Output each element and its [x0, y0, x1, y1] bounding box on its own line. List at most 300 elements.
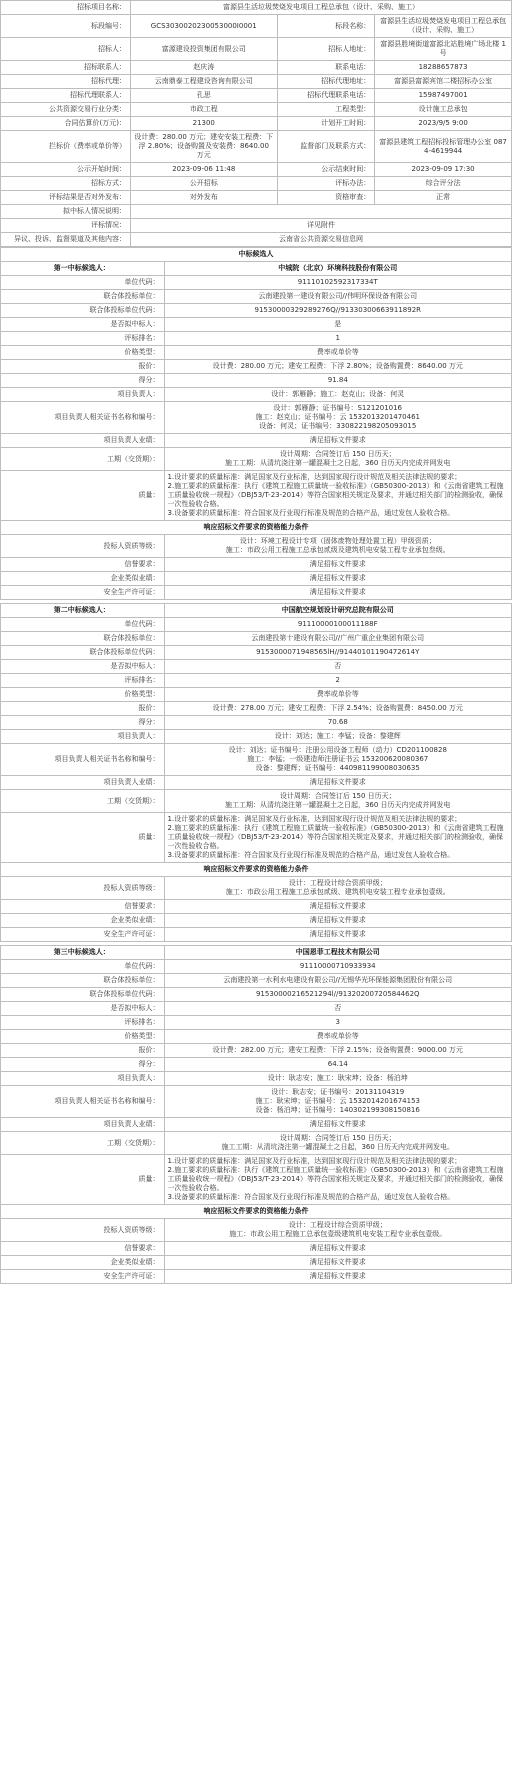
- candidate-field-row: [1, 388, 512, 402]
- qualification-title-row: [1, 863, 512, 877]
- field-label: 项目负责人业绩：: [1, 1118, 165, 1132]
- candidate-field-row: [1, 471, 512, 521]
- field-value: [164, 688, 511, 702]
- field-value-line: 设计：耿志安；证书编号：20131104319: [271, 1088, 405, 1096]
- field-label: 质量：: [1, 471, 165, 521]
- field-value: [164, 974, 511, 988]
- field-label: 招标人地址：: [277, 38, 375, 61]
- field-value-line: 云南建投第一水利水电建设有限公司//无锡华光环保能源集团股份有限公司: [223, 976, 453, 984]
- field-value-line: 设计：耿志安；施工：耿宋坤；设备：杨泊坤: [267, 1074, 408, 1082]
- field-value: [130, 205, 511, 219]
- field-label: 联合体投标单位：: [1, 290, 165, 304]
- candidate-field-row: [1, 304, 512, 318]
- field-value: [164, 1118, 511, 1132]
- field-value: [164, 1219, 511, 1242]
- field-label: 项目负责人：: [1, 730, 165, 744]
- field-value: [164, 388, 511, 402]
- candidate-field-row: [1, 776, 512, 790]
- candidate-title-row: [1, 604, 512, 618]
- field-value: 综合评分法: [375, 177, 512, 191]
- field-label: 质量：: [1, 1155, 165, 1205]
- field-label: 公示结束时间：: [277, 163, 375, 177]
- field-value-line: 2.施工要求的质量标准：执行《建筑工程施工质量统一验收标准》（GB50300-2013）和《云南省建筑工程施工质量验收统一规程》（DBJ53/T-23-2014）等符合国家相关规定及要求，并通过相关部门的检测验收，确保一次性验收合格。: [167, 824, 504, 850]
- field-value-line: 设计费：280.00 万元；建安工程费：下浮 2.80%；设备购置费：8640.00 万元: [212, 362, 463, 370]
- field-value: [164, 318, 511, 332]
- field-label: 项目负责人：: [1, 1072, 165, 1086]
- field-label: 招标人：: [1, 38, 131, 61]
- field-value: [164, 304, 511, 318]
- field-value-line: 满足招标文件要求: [309, 916, 366, 924]
- field-value: [164, 790, 511, 813]
- field-value-line: 云南建投第十建设有限公司//广州广重企业集团有限公司: [251, 634, 425, 642]
- field-label: 得分：: [1, 1058, 165, 1072]
- field-value: [164, 1072, 511, 1086]
- field-value: [164, 374, 511, 388]
- candidate-field-row: [1, 1016, 512, 1030]
- field-label: 项目负责人业绩：: [1, 434, 165, 448]
- field-value: 云南省公共资源交易信息网: [130, 233, 511, 247]
- field-value: [164, 660, 511, 674]
- field-value: [164, 1044, 511, 1058]
- qualification-title-row: [1, 1205, 512, 1219]
- candidate-field-row: [1, 346, 512, 360]
- field-label: 项目负责人：: [1, 388, 165, 402]
- field-label: 单位代码：: [1, 960, 165, 974]
- field-value-line: 满足招标文件要求: [309, 1120, 366, 1128]
- field-label: 评标排名：: [1, 674, 165, 688]
- candidate-field-row: [1, 1132, 512, 1155]
- field-value-line: 费率或单价等: [316, 348, 359, 356]
- candidates-table: [0, 247, 512, 1284]
- field-value: 富源县建筑工程招标投标管理办公室 0874-4619944: [375, 131, 512, 163]
- field-label: 得分：: [1, 716, 165, 730]
- field-value: [164, 448, 511, 471]
- field-value-line: 满足招标文件要求: [309, 560, 366, 568]
- candidate-field-row: [1, 813, 512, 863]
- field-value: 设计施工总承包: [375, 103, 512, 117]
- field-value: 21300: [130, 117, 277, 131]
- info-row: [1, 233, 512, 247]
- field-value: 对外发布: [130, 191, 277, 205]
- info-row: [1, 131, 512, 163]
- field-value: 设计费：280.00 万元；建安安装工程费：下浮 2.80%；设备购置及安装费：8640.00 万元: [130, 131, 277, 163]
- field-value: [164, 535, 511, 558]
- qualification-title-row: [1, 521, 512, 535]
- field-value-line: 满足招标文件要求: [309, 930, 366, 938]
- candidate-field-row: [1, 1086, 512, 1118]
- info-row: [1, 163, 512, 177]
- candidate-field-row: [1, 1219, 512, 1242]
- field-value: [164, 988, 511, 1002]
- candidate-field-row: [1, 535, 512, 558]
- field-value: [164, 1058, 511, 1072]
- field-value: [164, 1002, 511, 1016]
- field-label: 评标排名：: [1, 1016, 165, 1030]
- field-value-line: 云南建投第一建设有限公司//伟明环保设备有限公司: [258, 292, 418, 300]
- candidate-field-row: [1, 1118, 512, 1132]
- field-label: 联合体投标单位代码：: [1, 646, 165, 660]
- field-label: 信誉要求：: [1, 558, 165, 572]
- candidate-field-row: [1, 558, 512, 572]
- field-value: [164, 813, 511, 863]
- field-label: 招标项目名称：: [1, 1, 131, 15]
- field-value: [164, 1256, 511, 1270]
- candidate-field-row: [1, 1044, 512, 1058]
- candidate-field-row: [1, 360, 512, 374]
- candidate-rank-label: 第一中标候选人：: [1, 262, 165, 276]
- field-value-line: 设计：环境工程设计专项（固体废物处理处置工程）甲级资质；: [239, 537, 436, 545]
- field-value: 赵庆涛: [130, 61, 277, 75]
- field-value-line: 1.设计要求的质量标准：满足国家及行业标准，达到国家现行设计规范及相关法律法规的要求；: [167, 1157, 462, 1165]
- field-value: [164, 1242, 511, 1256]
- field-label: 招标代理地址：: [277, 75, 375, 89]
- field-value-line: 3: [335, 1018, 340, 1026]
- candidate-field-row: [1, 1155, 512, 1205]
- field-value: GCS3030020230053000I0001: [130, 15, 277, 38]
- candidate-field-row: [1, 572, 512, 586]
- field-label: 价格类型：: [1, 346, 165, 360]
- field-value-line: 1: [335, 334, 340, 342]
- field-label: 异议、投诉、监督渠道及其他内容：: [1, 233, 131, 247]
- info-row: [1, 89, 512, 103]
- field-value: [164, 776, 511, 790]
- field-value-line: 91530000329289276Q//91330300663911892R: [254, 306, 422, 314]
- field-value: 18288657873: [375, 61, 512, 75]
- info-row: [1, 38, 512, 61]
- candidate-field-row: [1, 1072, 512, 1086]
- field-value-line: 1.设计要求的质量标准：满足国家及行业标准，达到国家现行设计规范及相关法律法规的要求；: [167, 815, 462, 823]
- field-value: [164, 346, 511, 360]
- field-value: 正常: [375, 191, 512, 205]
- field-value-line: 满足招标文件要求: [309, 1272, 366, 1280]
- field-value: 公开招标: [130, 177, 277, 191]
- field-value: 云南鼎泰工程建设咨询有限公司: [130, 75, 277, 89]
- candidate-field-row: [1, 688, 512, 702]
- field-value: [164, 1132, 511, 1155]
- field-value-line: 否: [334, 1004, 342, 1012]
- field-label: 招标代理：: [1, 75, 131, 89]
- field-value-line: 设计：郭雁静；施工：赵克山；设备：何灵: [271, 390, 405, 398]
- field-value-line: 3.设备要求的质量标准：符合国家及行业现行标准及规范的合格产品，通过发包人验收合格。: [167, 851, 455, 859]
- field-value-line: 设备：何灵；证书编号：330822198205093015: [259, 422, 417, 430]
- field-label: 标段名称：: [277, 15, 375, 38]
- field-value: [164, 877, 511, 900]
- qualification-title: 响应招标文件要求的资格能力条件: [1, 1205, 512, 1219]
- field-label: 价格类型：: [1, 1030, 165, 1044]
- field-value-line: 费率或单价等: [316, 1032, 359, 1040]
- candidate-field-row: [1, 877, 512, 900]
- field-label: 招标代理联系电话：: [277, 89, 375, 103]
- field-value-line: 设计周期：合同签订后 150 日历天；: [279, 450, 396, 458]
- field-value: 2023-09-06 11:48: [130, 163, 277, 177]
- field-value: [164, 702, 511, 716]
- field-value-line: 91530000216521294l//91320200720584462Q: [255, 990, 420, 998]
- candidate-field-row: [1, 1242, 512, 1256]
- field-value-line: 3.设备要求的质量标准：符合国家及行业现行标准及规范的合格产品，通过发包人验收合格。: [167, 1193, 455, 1201]
- field-value: [164, 1270, 511, 1284]
- field-value-line: 设计：郭雁静；证书编号：S121201016: [273, 404, 403, 412]
- candidate-field-row: [1, 586, 512, 600]
- field-value: 2023/9/5 9:00: [375, 117, 512, 131]
- field-value-line: 2.施工要求的质量标准：执行《建筑工程施工质量统一验收标准》（GB50300-2013）和《云南省建筑工程施工质量验收统一规程》（DBJ53/T-23-2014）等符合国家相关规定及要求，并通过相关部门的检测验收，确保一次性验收合格。: [167, 1166, 504, 1192]
- field-value-line: 满足招标文件要求: [309, 574, 366, 582]
- field-label: 联合体投标单位代码：: [1, 988, 165, 1002]
- candidate-title-row: [1, 946, 512, 960]
- field-label: 安全生产许可证：: [1, 928, 165, 942]
- field-value: 市政工程: [130, 103, 277, 117]
- section-title-row: [1, 248, 512, 262]
- field-label: 是否拟中标人：: [1, 660, 165, 674]
- field-value: [164, 586, 511, 600]
- field-label: 评标办法：: [277, 177, 375, 191]
- field-value: [164, 1086, 511, 1118]
- field-value-line: 设计：工程设计综合资质甲级；: [288, 1221, 387, 1229]
- candidate-field-row: [1, 632, 512, 646]
- field-label: 招标方式：: [1, 177, 131, 191]
- field-value: [164, 558, 511, 572]
- candidate-title-row: [1, 262, 512, 276]
- field-label: 投标人资质等级：: [1, 535, 165, 558]
- field-label: 价格类型：: [1, 688, 165, 702]
- candidate-field-row: [1, 434, 512, 448]
- candidate-field-row: [1, 1058, 512, 1072]
- candidate-field-row: [1, 928, 512, 942]
- field-label: 项目负责人业绩：: [1, 776, 165, 790]
- field-value-line: 施工：市政公用工程施工总承包贰级、建筑机电安装工程专业承包壹级。: [225, 888, 450, 896]
- field-value-line: 满足招标文件要求: [309, 436, 366, 444]
- candidate-rank-label: 第二中标候选人：: [1, 604, 165, 618]
- candidate-field-row: [1, 702, 512, 716]
- field-value: [164, 471, 511, 521]
- field-label: 信誉要求：: [1, 900, 165, 914]
- info-row: [1, 177, 512, 191]
- field-value: [164, 276, 511, 290]
- candidate-field-row: [1, 900, 512, 914]
- field-value-line: 满足招标文件要求: [309, 1258, 366, 1266]
- field-value: [164, 618, 511, 632]
- candidate-field-row: [1, 276, 512, 290]
- field-value-line: 设备：杨泊坤；证书编号：140302199308150816: [255, 1106, 420, 1114]
- candidate-field-row: [1, 914, 512, 928]
- field-label: 招标联系人：: [1, 61, 131, 75]
- field-label: 公示开始时间：: [1, 163, 131, 177]
- field-label: 监督部门及联系方式：: [277, 131, 375, 163]
- field-label: 联合体投标单位：: [1, 632, 165, 646]
- field-value: [164, 730, 511, 744]
- candidate-rank-label: 第三中标候选人：: [1, 946, 165, 960]
- field-value: 富源县胜境街道富源北站胜境广场北楼 1 号: [375, 38, 512, 61]
- info-row: [1, 117, 512, 131]
- field-label: 是否拟中标人：: [1, 318, 165, 332]
- field-value: [164, 1030, 511, 1044]
- field-value: 2023-09-09 17:30: [375, 163, 512, 177]
- field-label: 质量：: [1, 813, 165, 863]
- field-label: 报价：: [1, 360, 165, 374]
- candidate-field-row: [1, 974, 512, 988]
- field-label: 联系电话：: [277, 61, 375, 75]
- field-value: [164, 1016, 511, 1030]
- candidate-field-row: [1, 448, 512, 471]
- field-label: 报价：: [1, 702, 165, 716]
- field-label: 工程类型：: [277, 103, 375, 117]
- field-value: 孔思: [130, 89, 277, 103]
- field-value: 15987497001: [375, 89, 512, 103]
- field-value: [164, 290, 511, 304]
- field-value: [164, 572, 511, 586]
- candidate-field-row: [1, 646, 512, 660]
- field-value: 详见附件: [130, 219, 511, 233]
- field-label: 评标情况：: [1, 219, 131, 233]
- field-value-line: 设计：刘达；证书编号：注册公用设备工程师（动力）CD201100828: [228, 746, 447, 754]
- field-label: 公共资源交易行业分类：: [1, 103, 131, 117]
- field-value: [164, 402, 511, 434]
- field-value-line: 施工：李锰；一级建造师注册证书云 153200620080367: [247, 755, 429, 763]
- field-value: 富源县生活垃圾焚烧发电项目工程总承包（设计、采购、施工）: [375, 15, 512, 38]
- field-value: [164, 434, 511, 448]
- field-value-line: 91110102592317334T: [297, 278, 378, 286]
- field-label: 得分：: [1, 374, 165, 388]
- field-label: 标段编号：: [1, 15, 131, 38]
- candidate-field-row: [1, 716, 512, 730]
- info-row: [1, 61, 512, 75]
- qualification-title: 响应招标文件要求的资格能力条件: [1, 863, 512, 877]
- field-label: 单位代码：: [1, 276, 165, 290]
- candidate-field-row: [1, 332, 512, 346]
- field-value-line: 91110000710933934: [299, 962, 376, 970]
- qualification-title: 响应招标文件要求的资格能力条件: [1, 521, 512, 535]
- field-value-line: 1.设计要求的质量标准：满足国家及行业标准，达到国家现行设计规范及相关法律法规的要求；: [167, 473, 462, 481]
- field-value-line: 91110000100011188F: [297, 620, 378, 628]
- field-label: 企业类似业绩：: [1, 572, 165, 586]
- field-value-line: 施工：耿宋坤；证书编号：云 1532014201674153: [255, 1097, 420, 1105]
- field-label: 项目负责人相关证书名称和编号：: [1, 1086, 165, 1118]
- field-value-line: 设计：工程设计综合资质甲级；: [288, 879, 387, 887]
- candidate-field-row: [1, 790, 512, 813]
- info-row: [1, 103, 512, 117]
- candidate-field-row: [1, 660, 512, 674]
- field-value: [164, 646, 511, 660]
- field-value-line: 施工工期：从清坑浇注第一罐混凝土之日起，360 日历天内完成并网发电: [224, 459, 451, 467]
- field-label: 工期（交货期）：: [1, 790, 165, 813]
- field-value: [164, 674, 511, 688]
- field-value-line: 9153000071948565lH//91440101190472614Y: [256, 648, 420, 656]
- field-label: 项目负责人相关证书名称和编号：: [1, 402, 165, 434]
- field-value: [164, 914, 511, 928]
- candidate-field-row: [1, 1002, 512, 1016]
- field-value: [164, 632, 511, 646]
- candidate-field-row: [1, 618, 512, 632]
- field-value: [164, 716, 511, 730]
- field-value-line: 2: [335, 676, 340, 684]
- field-value-line: 否: [334, 662, 342, 670]
- field-value-line: 费率或单价等: [316, 690, 359, 698]
- candidate-company-name: 中城院（北京）环境科技股份有限公司: [164, 262, 511, 276]
- field-value-line: 施工：赵克山；证书编号：云 1532013201470461: [255, 413, 420, 421]
- candidate-field-row: [1, 1270, 512, 1284]
- candidate-field-row: [1, 1030, 512, 1044]
- field-value: 富源县富源宾馆二楼招标办公室: [375, 75, 512, 89]
- candidate-company-name: 中国航空规划设计研究总院有限公司: [164, 604, 511, 618]
- field-value: [164, 928, 511, 942]
- field-label: 安全生产许可证：: [1, 586, 165, 600]
- field-value-line: 施工工期：从清坑浇注第一罐混凝土之日起，360 日历天内完成并网发电。: [221, 1143, 455, 1151]
- field-value: 富源建设投资集团有限公司: [130, 38, 277, 61]
- field-value-line: 施工：市政公用工程施工总承包壹级建筑机电安装工程专业承包壹级。: [229, 1230, 447, 1238]
- info-row: [1, 15, 512, 38]
- field-value: [164, 900, 511, 914]
- field-label: 信誉要求：: [1, 1242, 165, 1256]
- field-value-line: 设计费：278.00 万元；建安工程费：下浮 2.54%；设备购置费：8450.00 万元: [212, 704, 463, 712]
- field-value-line: 91.84: [327, 376, 348, 384]
- field-value-line: 64.14: [327, 1060, 348, 1068]
- info-row: [1, 219, 512, 233]
- info-row: [1, 191, 512, 205]
- field-label: 工期（交货期）：: [1, 448, 165, 471]
- field-value-line: 3.设备要求的质量标准：符合国家及行业现行标准及规范的合格产品，通过发包人验收合格。: [167, 509, 455, 517]
- field-value: [164, 332, 511, 346]
- candidate-field-row: [1, 1256, 512, 1270]
- field-label: 投标人资质等级：: [1, 877, 165, 900]
- field-label: 招标代理联系人：: [1, 89, 131, 103]
- field-label: 工期（交货期）：: [1, 1132, 165, 1155]
- field-label: 报价：: [1, 1044, 165, 1058]
- candidate-field-row: [1, 402, 512, 434]
- field-value-line: 设计：刘达；施工：李锰；设备：黎建辉: [274, 732, 401, 740]
- field-value: [164, 360, 511, 374]
- field-label: 联合体投标单位代码：: [1, 304, 165, 318]
- field-label: 项目负责人相关证书名称和编号：: [1, 744, 165, 776]
- field-value: [164, 960, 511, 974]
- candidate-field-row: [1, 290, 512, 304]
- section-title: 中标候选人: [1, 248, 512, 262]
- info-row: [1, 205, 512, 219]
- field-value: [164, 1155, 511, 1205]
- field-value-line: 设计周期：合同签订后 150 日历天；: [279, 1134, 396, 1142]
- candidate-field-row: [1, 988, 512, 1002]
- field-label: 资格审查：: [277, 191, 375, 205]
- candidate-field-row: [1, 730, 512, 744]
- field-label: 安全生产许可证：: [1, 1270, 165, 1284]
- field-label: 投标人资质等级：: [1, 1219, 165, 1242]
- field-value-line: 2.施工要求的质量标准：执行《建筑工程施工质量统一验收标准》（GB50300-2013）和《云南省建筑工程施工质量验收统一规程》（DBJ53/T-23-2014）等符合国家相关规定及要求，并通过相关部门的检测验收，确保一次性验收合格。: [167, 482, 504, 508]
- candidate-field-row: [1, 744, 512, 776]
- candidate-field-row: [1, 960, 512, 974]
- field-value: [164, 744, 511, 776]
- field-value: 富源县生活垃圾焚烧发电项目工程总承包（设计、采购、施工）: [130, 1, 511, 15]
- field-value-line: 施工工期：从清坑浇注第一罐混凝土之日起，360 日历天内完成并网发电: [224, 801, 451, 809]
- candidate-field-row: [1, 318, 512, 332]
- field-value-line: 设备：黎建辉；证书编号：440981199008030635: [255, 764, 420, 772]
- field-value-line: 施工：市政公用工程施工总承包贰级及建筑机电安装工程专业承包叁级。: [225, 546, 450, 554]
- field-value-line: 设计周期：合同签订后 150 日历天；: [279, 792, 396, 800]
- candidate-company-name: 中国恩菲工程技术有限公司: [164, 946, 511, 960]
- candidate-field-row: [1, 374, 512, 388]
- field-label: 联合体投标单位：: [1, 974, 165, 988]
- field-label: 企业类似业绩：: [1, 1256, 165, 1270]
- field-value-line: 是: [334, 320, 342, 328]
- tender-info-table: [0, 0, 512, 247]
- field-label: 企业类似业绩：: [1, 914, 165, 928]
- field-value-line: 满足招标文件要求: [309, 902, 366, 910]
- field-value-line: 满足招标文件要求: [309, 778, 366, 786]
- field-value-line: 设计费：282.00 万元；建安工程费：下浮 2.15%；设备购置费：9000.00 万元: [212, 1046, 463, 1054]
- field-label: 评标排名：: [1, 332, 165, 346]
- info-row: [1, 75, 512, 89]
- field-value-line: 满足招标文件要求: [309, 588, 366, 596]
- field-label: 单位代码：: [1, 618, 165, 632]
- field-label: 拦标价（费率或单价等）: [1, 131, 131, 163]
- info-row: [1, 1, 512, 15]
